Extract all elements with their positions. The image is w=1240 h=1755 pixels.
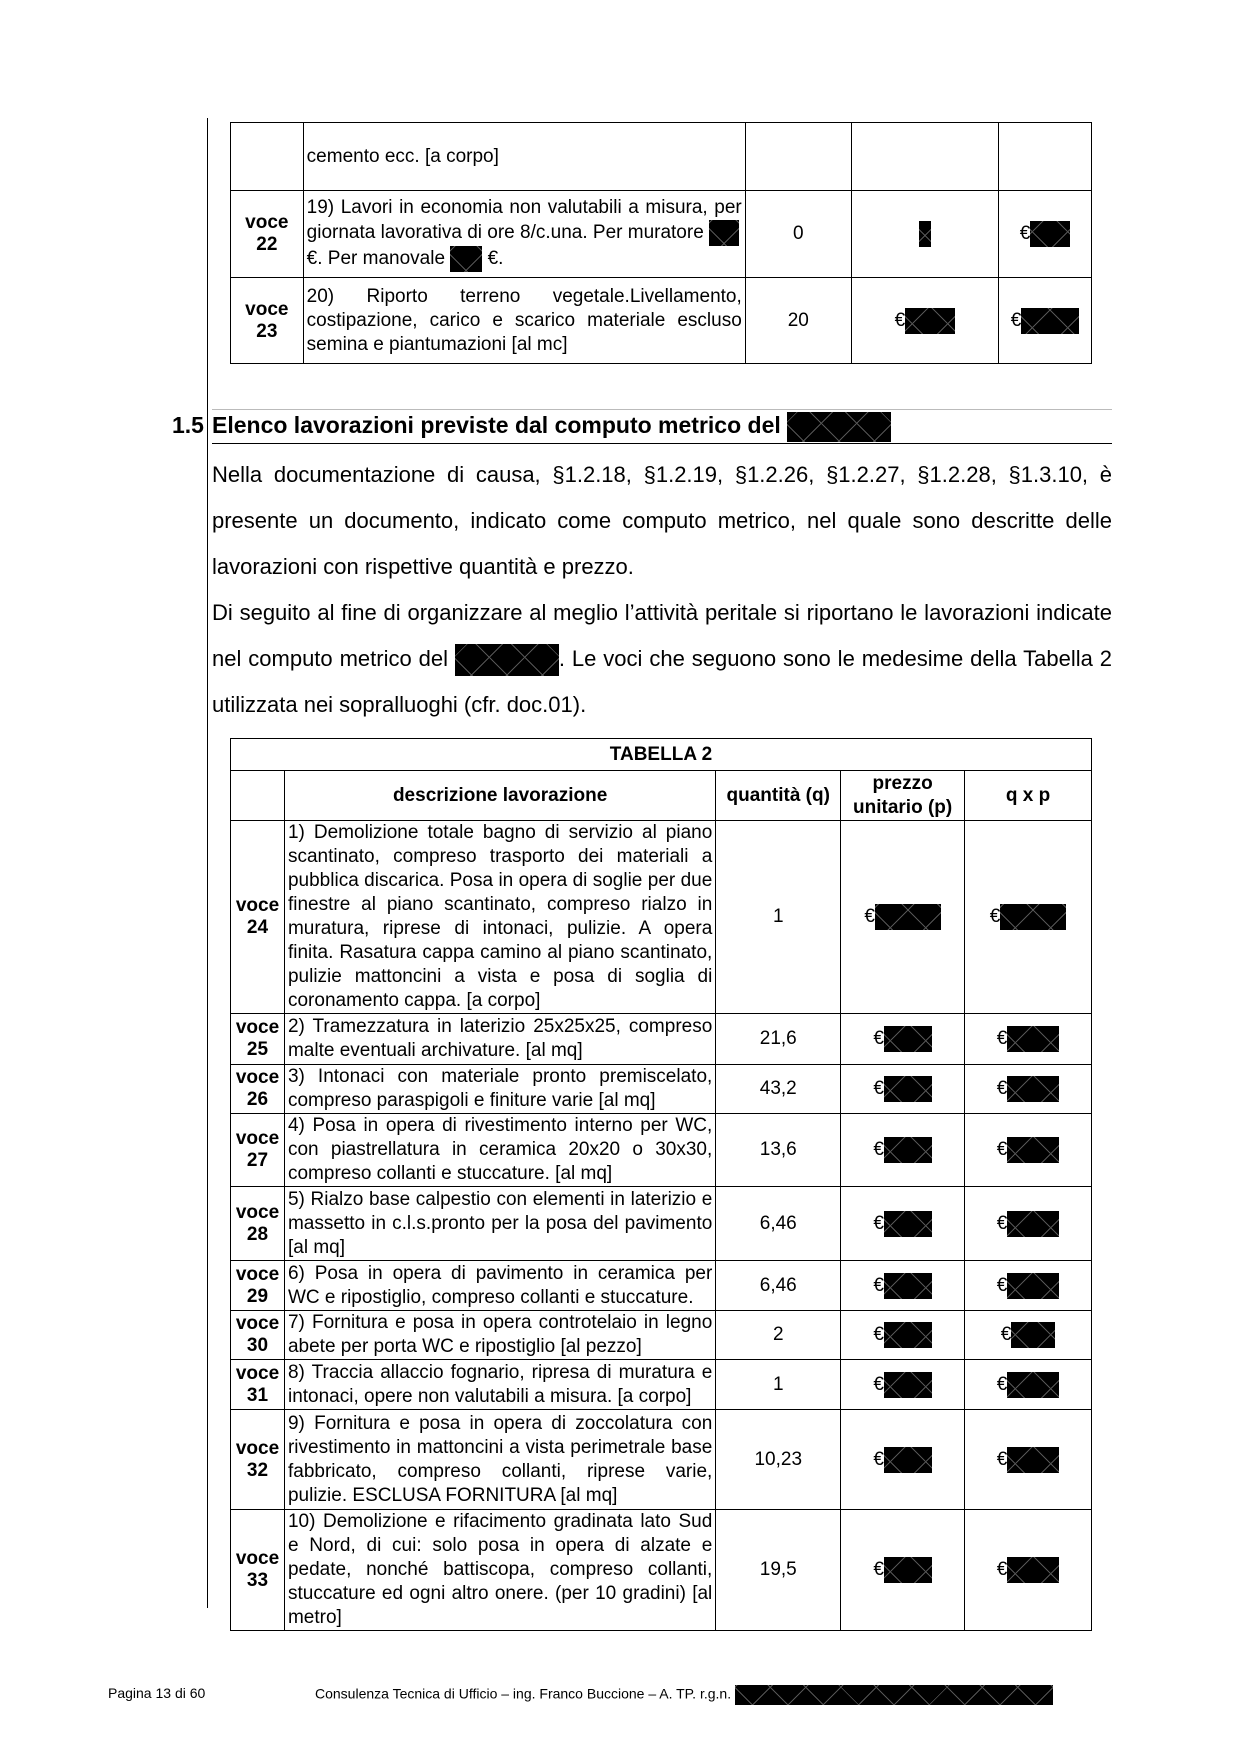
table-row (231, 1311, 1092, 1360)
price-cell: € (841, 1014, 965, 1065)
redaction (919, 221, 931, 247)
redaction (884, 1211, 932, 1237)
price-cell: € (841, 1510, 965, 1631)
redaction (709, 220, 739, 246)
table-row (231, 1114, 1092, 1187)
redaction (884, 1026, 932, 1052)
voce-cell: voce 26 (231, 1065, 285, 1114)
header-quantity: quantità (q) (716, 771, 841, 821)
row-description: 1) Demolizione totale bagno di servizio al piano scantinato, compreso trasporto dei materiali a pubblica discarica. Posa in opera di soglie per due finestre al piano scantinato, compreso rialzo in muratura, riprese di intonaci, pulizie. A opera finita. Rasatura cappa camino al piano scantinato, pulizie mattoncini a vista e posa di soglia di coronamento cappa. [a corpo] (284, 821, 715, 1014)
table-2 (230, 738, 1092, 1631)
redaction (1007, 1557, 1059, 1583)
total-cell: € (965, 1261, 1092, 1311)
quantity-cell: 6,46 (716, 1187, 841, 1261)
row-description: 2) Tramezzatura in laterizio 25x25x25, compreso malte eventuali archivature. [al mq] (284, 1014, 715, 1065)
redaction (884, 1076, 932, 1102)
total-cell: € (965, 1311, 1092, 1360)
row-description: 10) Demolizione e rifacimento gradinata lato Sud e Nord, di cui: solo posa in opera di alzate e pedate, nonché battiscopa, compreso collanti, stuccature ed ogni altro onere. (per 10 gradini) [al metro] (284, 1510, 715, 1631)
redaction (875, 904, 941, 930)
table-row (231, 821, 1092, 1014)
divider (212, 409, 1112, 410)
table-row (231, 1014, 1092, 1065)
total-cell: € (965, 1065, 1092, 1114)
table-row (231, 1510, 1092, 1631)
price-cell (851, 191, 998, 278)
continued-table (230, 122, 1092, 364)
quantity-cell: 1 (716, 1360, 841, 1410)
total-cell: € (965, 1014, 1092, 1065)
row-description: 5) Rialzo base calpestio con elementi in laterizio e massetto in c.l.s.pronto per la posa del pavimento [al mq] (284, 1187, 715, 1261)
left-margin-rule (207, 118, 208, 1608)
row-description: 19) Lavori in economia non valutabili a misura, per giornata lavorativa di ore 8/c.una. Per muratore €. Per manovale €. (303, 191, 745, 278)
voce-cell: voce 27 (231, 1114, 285, 1187)
paragraph: Nella documentazione di causa, §1.2.18, §1.2.19, §1.2.26, §1.2.27, §1.2.28, §1.3.10, è presente un documento, indicato come computo metrico, nel quale sono descritte delle lavorazioni con rispettive quantità e prezzo. (212, 462, 1112, 579)
price-cell: € (841, 1114, 965, 1187)
redaction (1007, 1447, 1059, 1473)
divider (212, 443, 1112, 444)
redaction (1021, 308, 1079, 334)
price-cell: € (841, 1360, 965, 1410)
redaction (884, 1372, 932, 1398)
redaction (1007, 1137, 1059, 1163)
page-number: Pagina 13 di 60 (108, 1685, 206, 1701)
total-cell: € (965, 1187, 1092, 1261)
voce-cell: voce 32 (231, 1410, 285, 1510)
table-row (231, 1360, 1092, 1410)
row-description: 7) Fornitura e posa in opera controtelaio in legno abete per porta WC e ripostiglio [al pezzo] (284, 1311, 715, 1360)
redaction (884, 1557, 932, 1583)
quantity-cell: 6,46 (716, 1261, 841, 1311)
quantity-cell: 2 (716, 1311, 841, 1360)
section-number: 1.5 (172, 412, 204, 438)
quantity-cell: 20 (745, 278, 851, 364)
price-cell: € (841, 1065, 965, 1114)
redaction (455, 644, 559, 676)
voce-cell: voce 33 (231, 1510, 285, 1631)
total-cell: € (965, 1114, 1092, 1187)
table-row (231, 191, 1092, 278)
redaction (884, 1137, 932, 1163)
redaction (1030, 221, 1070, 247)
voce-cell: voce 23 (231, 278, 304, 364)
redaction (905, 308, 955, 334)
voce-cell: voce 28 (231, 1187, 285, 1261)
section-title: Elenco lavorazioni previste dal computo metrico del (212, 412, 891, 442)
voce-cell: voce 31 (231, 1360, 285, 1410)
voce-cell: voce 30 (231, 1311, 285, 1360)
total-cell: € (965, 821, 1092, 1014)
redaction (884, 1322, 932, 1348)
quantity-cell: 43,2 (716, 1065, 841, 1114)
redaction (884, 1447, 932, 1473)
header-price: prezzo unitario (p) (841, 771, 965, 821)
redaction (1011, 1322, 1055, 1348)
price-cell: € (841, 1261, 965, 1311)
redaction (450, 246, 482, 272)
voce-cell: voce 22 (231, 191, 304, 278)
price-cell: € (851, 278, 998, 364)
quantity-cell: 13,6 (716, 1114, 841, 1187)
quantity-cell: 21,6 (716, 1014, 841, 1065)
redaction (1000, 904, 1066, 930)
redaction (884, 1273, 932, 1299)
row-description: 9) Fornitura e posa in opera di zoccolatura con rivestimento in mattoncini a vista perimetrale base fabbricato, compreso collanti, riprese varie, pulizie. ESCLUSA FORNITURA [al mq] (284, 1410, 715, 1510)
redaction (787, 412, 891, 442)
table-row (231, 1261, 1092, 1311)
quantity-cell: 10,23 (716, 1410, 841, 1510)
redaction (735, 1685, 1053, 1705)
total-cell: € (999, 278, 1092, 364)
table-row (231, 1187, 1092, 1261)
price-cell: € (841, 1410, 965, 1510)
row-description: 20) Riporto terreno vegetale.Livellamento, costipazione, carico e scarico materiale escluso semina e piantumazioni [al mc] (303, 278, 745, 364)
row-description: 4) Posa in opera di rivestimento interno per WC, con piastrellatura in ceramica 20x20 o 30x30, compreso collanti e stuccature. [al mq] (284, 1114, 715, 1187)
row-description: 6) Posa in opera di pavimento in ceramica per WC e ripostiglio, compreso collanti e stuccature. (284, 1261, 715, 1311)
table-row (231, 1065, 1092, 1114)
price-cell: € (841, 821, 965, 1014)
quantity-cell: 1 (716, 821, 841, 1014)
quantity-cell: 19,5 (716, 1510, 841, 1631)
price-cell: € (841, 1187, 965, 1261)
row-description: 8) Traccia allaccio fognario, ripresa di muratura e intonaci, opere non valutabili a misura. [a corpo] (284, 1360, 715, 1410)
row-description: 3) Intonaci con materiale pronto premiscelato, compreso paraspigoli e finiture varie [al mq] (284, 1065, 715, 1114)
voce-cell: voce 25 (231, 1014, 285, 1065)
voce-cell: voce 29 (231, 1261, 285, 1311)
total-cell: € (965, 1510, 1092, 1631)
redaction (1007, 1076, 1059, 1102)
header-description: descrizione lavorazione (284, 771, 715, 821)
paragraph: Di seguito al fine di organizzare al meglio l’attività peritale si riportano le lavorazioni indicate nel computo metrico del . Le voci che seguono sono le medesime della Tabella 2 utilizzata nei sopralluoghi (cfr. doc.01). (212, 600, 1112, 717)
quantity-cell: 0 (745, 191, 851, 278)
table-row (231, 123, 1092, 191)
footer-text: Consulenza Tecnica di Ufficio – ing. Franco Buccione – A. TP. r.g.n. (315, 1685, 1053, 1705)
total-cell: € (965, 1360, 1092, 1410)
total-cell: € (965, 1410, 1092, 1510)
voce-cell: voce 24 (231, 821, 285, 1014)
price-cell: € (841, 1311, 965, 1360)
table-caption: TABELLA 2 (231, 739, 1092, 771)
row-description: cemento ecc. [a corpo] (303, 123, 745, 191)
header-total: q x p (965, 771, 1092, 821)
redaction (1007, 1026, 1059, 1052)
total-cell: € (999, 191, 1092, 278)
redaction (1007, 1211, 1059, 1237)
redaction (1007, 1273, 1059, 1299)
table-row (231, 1410, 1092, 1510)
redaction (1007, 1372, 1059, 1398)
table-row (231, 278, 1092, 364)
